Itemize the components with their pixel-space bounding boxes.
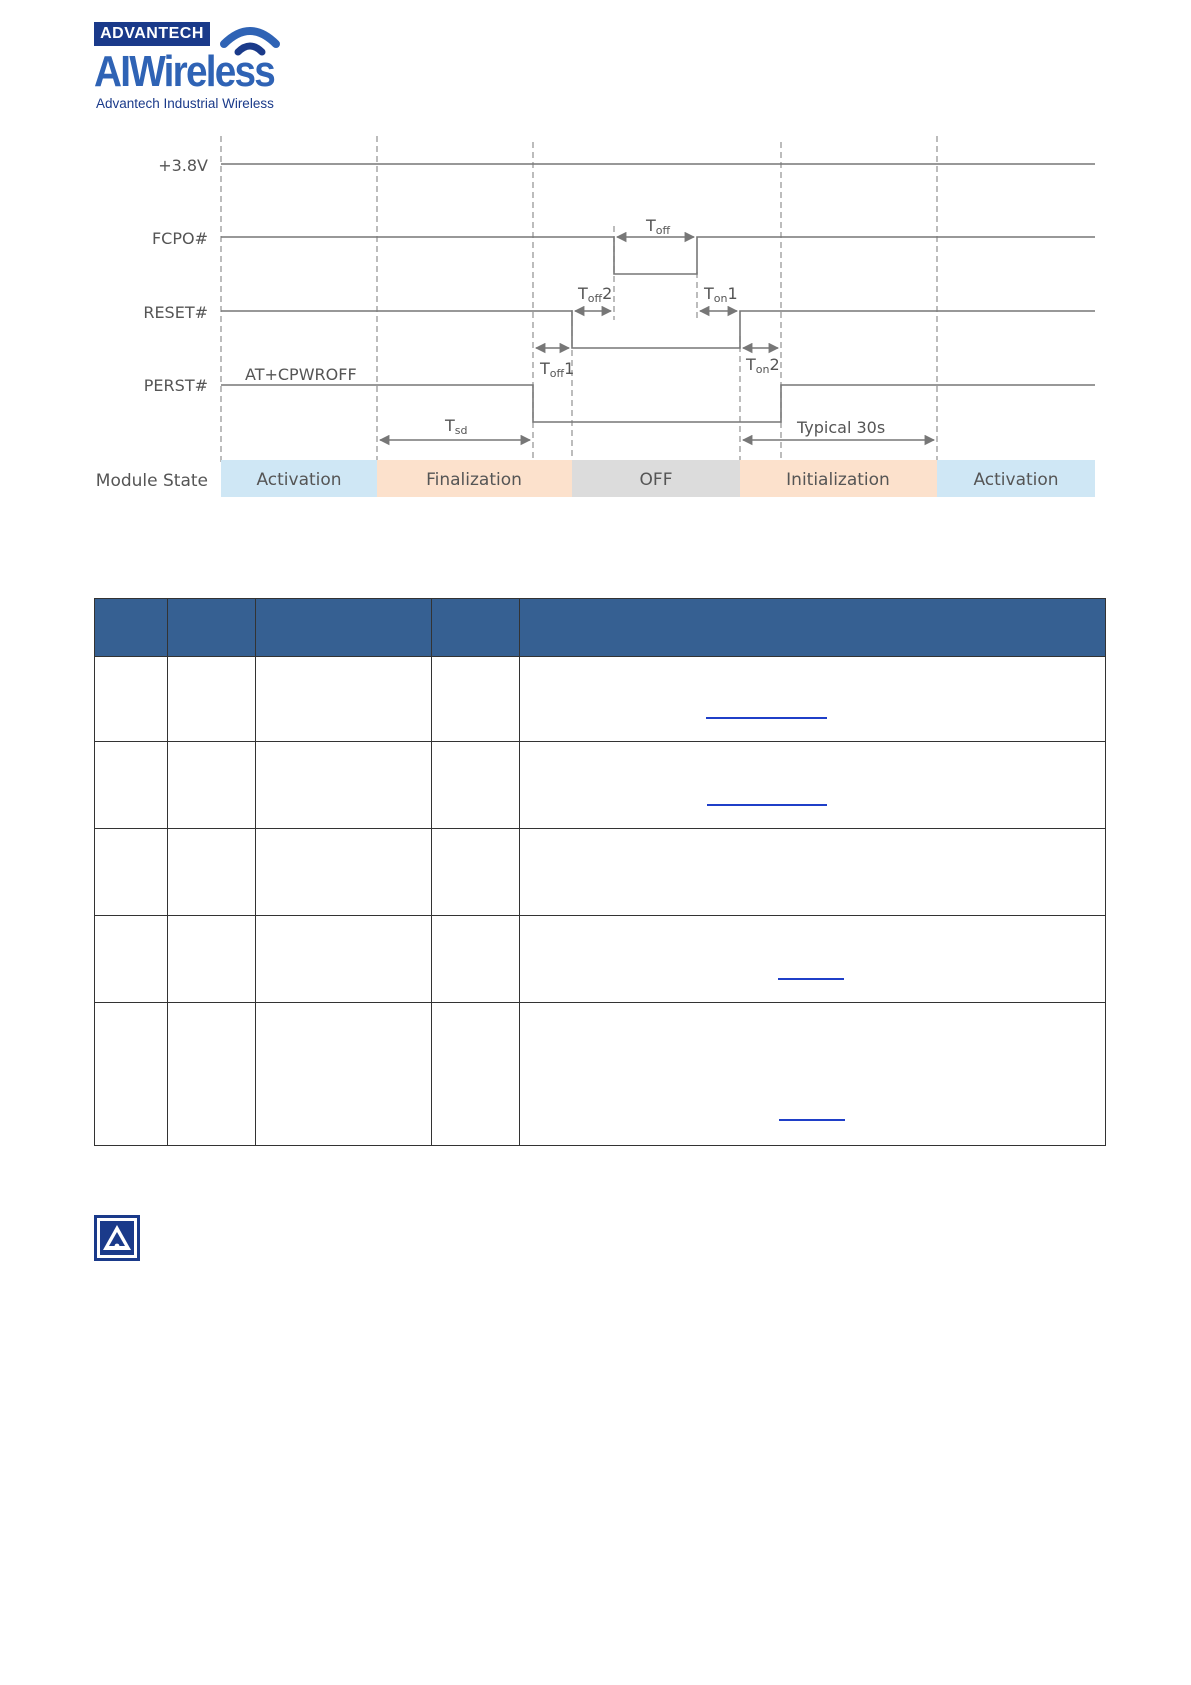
signal-label-fcpo: FCPO# <box>151 229 208 248</box>
table-cell <box>520 742 1106 829</box>
signal-label-perst: PERST# <box>143 376 208 395</box>
table-cell <box>520 829 1106 916</box>
table-header-cell <box>432 599 520 657</box>
hyperlink-underline[interactable] <box>779 1119 845 1121</box>
table-cell <box>256 916 432 1003</box>
warning-note-icon <box>94 1215 140 1261</box>
toff2-label: Toff2 <box>578 284 613 305</box>
table-row <box>95 742 1106 829</box>
tsd-label: Tsd <box>445 416 468 437</box>
state-text-finalization: Finalization <box>426 470 522 490</box>
waveform-fcpo <box>221 237 1095 274</box>
table-cell <box>95 1003 168 1146</box>
waveform-reset <box>221 311 1095 348</box>
table-cell <box>95 829 168 916</box>
signal-label-reset: RESET# <box>143 303 208 322</box>
table-cell <box>520 916 1106 1003</box>
toff1-label: Toff1 <box>540 359 575 380</box>
table-header-cell <box>256 599 432 657</box>
waveform-perst <box>221 385 1095 422</box>
table-cell <box>168 1003 256 1146</box>
table-header-cell <box>95 599 168 657</box>
hyperlink-underline[interactable] <box>778 978 844 980</box>
table-cell <box>168 657 256 742</box>
ton1-label: Ton1 <box>704 284 738 305</box>
table-cell <box>432 829 520 916</box>
power-off-timing-diagram <box>0 0 1191 520</box>
table-cell <box>432 1003 520 1146</box>
logo-product: AIWireless <box>94 47 275 96</box>
table-header-cell <box>168 599 256 657</box>
state-text-activation-1: Activation <box>256 470 342 490</box>
hyperlink-underline[interactable] <box>707 804 827 806</box>
module-state-label: Module State <box>95 471 208 491</box>
table-cell <box>432 742 520 829</box>
table-cell <box>95 742 168 829</box>
typical-label: Typical 30s <box>797 418 886 437</box>
toff-label: Toff <box>646 216 671 237</box>
state-text-activation-2: Activation <box>973 470 1059 490</box>
table-cell <box>95 657 168 742</box>
logo-tagline: Advantech Industrial Wireless <box>96 96 274 111</box>
state-text-off: OFF <box>639 470 673 490</box>
table-header-row <box>95 599 1106 657</box>
signal-table <box>94 598 1106 1146</box>
table-row <box>95 916 1106 1003</box>
command-label: AT+CPWROFF <box>245 365 357 384</box>
hyperlink-underline[interactable] <box>706 717 827 719</box>
table-cell <box>256 742 432 829</box>
table-cell <box>520 657 1106 742</box>
table-cell <box>256 829 432 916</box>
logo-brand: ADVANTECH <box>94 22 210 46</box>
table-cell <box>168 829 256 916</box>
table-cell <box>520 1003 1106 1146</box>
table-cell <box>168 742 256 829</box>
table-row <box>95 657 1106 742</box>
table-row <box>95 829 1106 916</box>
signal-label-3v8: +3.8V <box>158 156 208 175</box>
table-cell <box>432 657 520 742</box>
state-text-initialization: Initialization <box>786 470 890 490</box>
table-row <box>95 1003 1106 1146</box>
table-cell <box>256 657 432 742</box>
table-header-cell <box>520 599 1106 657</box>
table-cell <box>168 916 256 1003</box>
table-cell <box>95 916 168 1003</box>
table-cell <box>432 916 520 1003</box>
table-cell <box>256 1003 432 1146</box>
ton2-label: Ton2 <box>746 355 780 376</box>
